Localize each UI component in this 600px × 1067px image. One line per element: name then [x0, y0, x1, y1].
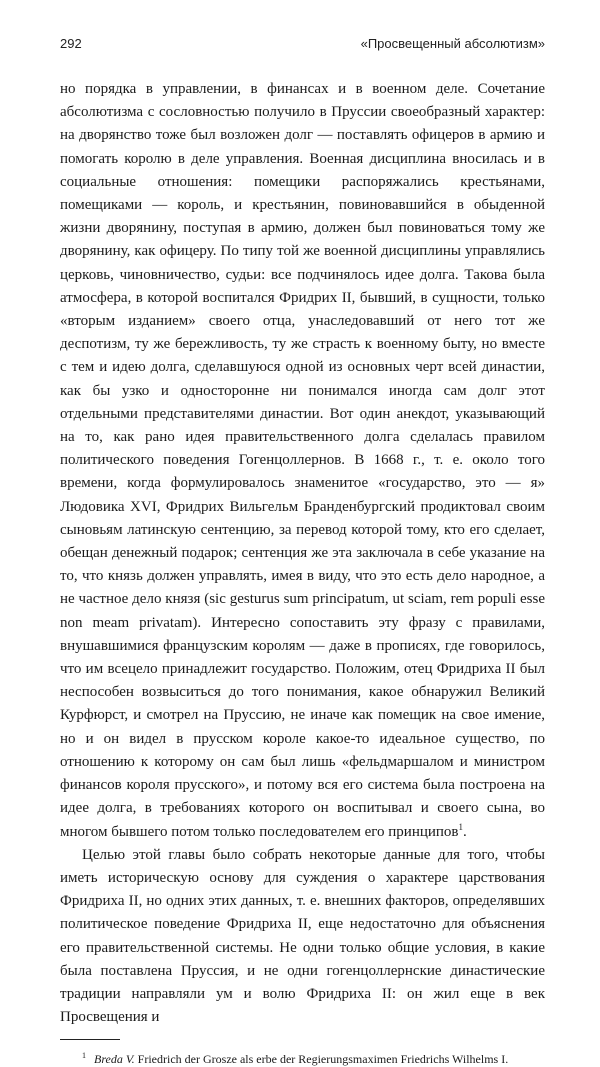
footnote-author: Breda V.: [94, 1052, 135, 1067]
paragraph: Целью этой главы было собрать некоторые данные для того, чтобы иметь историческую основу для суждения о характере царствования Фридриха II, но одних этих данных, т. е. внешних факторов, определявших политическое поведение Фридриха II, еще недостаточно для объяснения его правительственной системы. Не одни только общие условия, в какие была поставлена Пруссия, и не одни гогенцоллернские династические традиции направляли ум и волю Фридриха II: он жил еще в век Просвещения и: [60, 846, 545, 1026]
footnote-divider: [60, 1039, 120, 1040]
footnote-marker: 1: [82, 1051, 86, 1061]
footnote-text: Friedrich der Grosze als erbe der Regierungsmaximen Friedrichs Wilhelms I.: [134, 1052, 509, 1067]
page-number: 292: [60, 36, 82, 51]
page-header: [60, 36, 545, 54]
book-page: [60, 36, 545, 1067]
footnote-reference: 1: [458, 821, 464, 832]
body-text: [60, 78, 545, 1029]
paragraph-text: но порядка в управлении, в финансах и в военном деле. Сочетание абсолютизма с сословностью получило в Пруссии своеобразный характер: на дворянство тоже был возложен долг — поставлять офицеров в армию и помогать королю в деле управления. Военная дисциплина вносилась и в социальные отношения: помещики распоряжались крестьянами, помещиками — король, и крестьянин, повиновавшийся в обыденной жизни дворянину, поступая в армию, должен был повиноваться тому же дворянину, как офицеру. По типу той же военной дисциплины управлялись церковь, чиновничество, судьи: все подчинялось идее долга. Такова была атмосфера, в которой воспитался Фридрих II, бывший, в сущности, только «вторым изданием» своего отца, унаследовавший от него тот же деспотизм, ту же бережливость, ту же страсть к военному быту, но вместе с тем и идею долга, сделавшуюся одной из основных черт всей династии, как бы узко и односторонне ни понимался иногда сам долг этот отдельными представителями династии. Вот один анекдот, указывающий на то, как рано идея правительственного долга сделалась правилом политического поведения Гогенцоллернов. В 1668 г., т. е. около того времени, когда формулировалось знаменитое «государство, это — я» Людовика XVI, Фридрих Вильгельм Бранденбургский продиктовал своим сыновьям латинскую сентенцию, за перевод которой тому, кто его сделает, обещан денежный подарок; сентенция же эта заключала в себе указание на то, что князь должен управлять, имея в виду, что это есть дело народное, а не частное дело князя (sic gesturus sum principatum, ut sciam, rem populi esse non meam privatam). Интересно сопоставить эту фразу с правилами, внушавшимися французским королям — даже в прописях, где говорилось, что им всецело принадлежит государство. Положим, отец Фридриха II был неспособен возвыситься до того понимания, какое обнаружил Великий Курфюрст, и смотрел на Пруссию, не иначе как помещик на свое имение, но и он видел в прусском короле какое-то идеальное существо, по отношению к которому он сам был лишь «фельдмаршалом и министром финансов короля прусского», и потому вся его система была построена на идее долга, в требованиях которого он воспитывал и своего сына, во многом бывшего потом только последователем его принципов: [60, 81, 545, 840]
footnote: [60, 1048, 545, 1067]
paragraph: но порядка в управлении, в финансах и в военном деле. Сочетание абсолютизма с сословностью получило в Пруссии своеобразный характер: на дворянство тоже был возложен долг — поставлять офицеров в армию и помогать королю в деле управления. Военная дисциплина вносилась и в социальные отношения: помещики распоряжались крестьянами, помещиками — король, и крестьянин, повиновавшийся в обыденной жизни дворянину, поступая в армию, должен был повиноваться тому же дворянину, как офицеру. По типу той же военной дисциплины управлялись церковь, чиновничество, судьи: все подчинялось идее долга. Такова была атмосфера, в которой воспитался Фридрих II, бывший, в сущности, только «вторым изданием» своего отца, унаследовавший от него тот же деспотизм, ту же бережливость, ту же страсть к военному быту, но вместе с тем и идею долга, сделавшуюся одной из основных черт всей династии, как бы узко и односторонне ни понимался иногда сам долг этот отдельными представителями династии. Вот один анекдот, указывающий на то, как рано идея правительственного долга сделалась правилом политического поведения Гогенцоллернов. В 1668 г., т. е. около того времени, когда формулировалось знаменитое «государство, это — я» Людовика XVI, Фридрих Вильгельм Бранденбургский продиктовал своим сыновьям латинскую сентенцию, за перевод которой тому, кто его сделает, обещан денежный подарок; сентенция же эта заключала в себе указание на то, что князь должен управлять, имея в виду, что это есть дело народное, а не частное дело князя (sic gesturus sum principatum, ut sciam, rem populi esse non meam privatam). Интересно сопоставить эту фразу с правилами, внушавшимися французским королям — даже в прописях, где говорилось, что им всецело принадлежит государство. Положим, отец Фридриха II был неспособен возвыситься до того понимания, какое обнаружил Великий Курфюрст, и смотрел на Пруссию, не иначе как помещик на свое имение, но и он видел в прусском короле какое-то идеальное существо, по отношению к которому он сам был лишь «фельдмаршалом и министром финансов короля прусского», и потому вся его система была построена на идее долга, в требованиях которого он воспитывал и своего сына, во многом бывшего потом только последователем его принципов$^1$.: [60, 81, 545, 840]
running-title: «Просвещенный абсолютизм»: [360, 36, 545, 51]
